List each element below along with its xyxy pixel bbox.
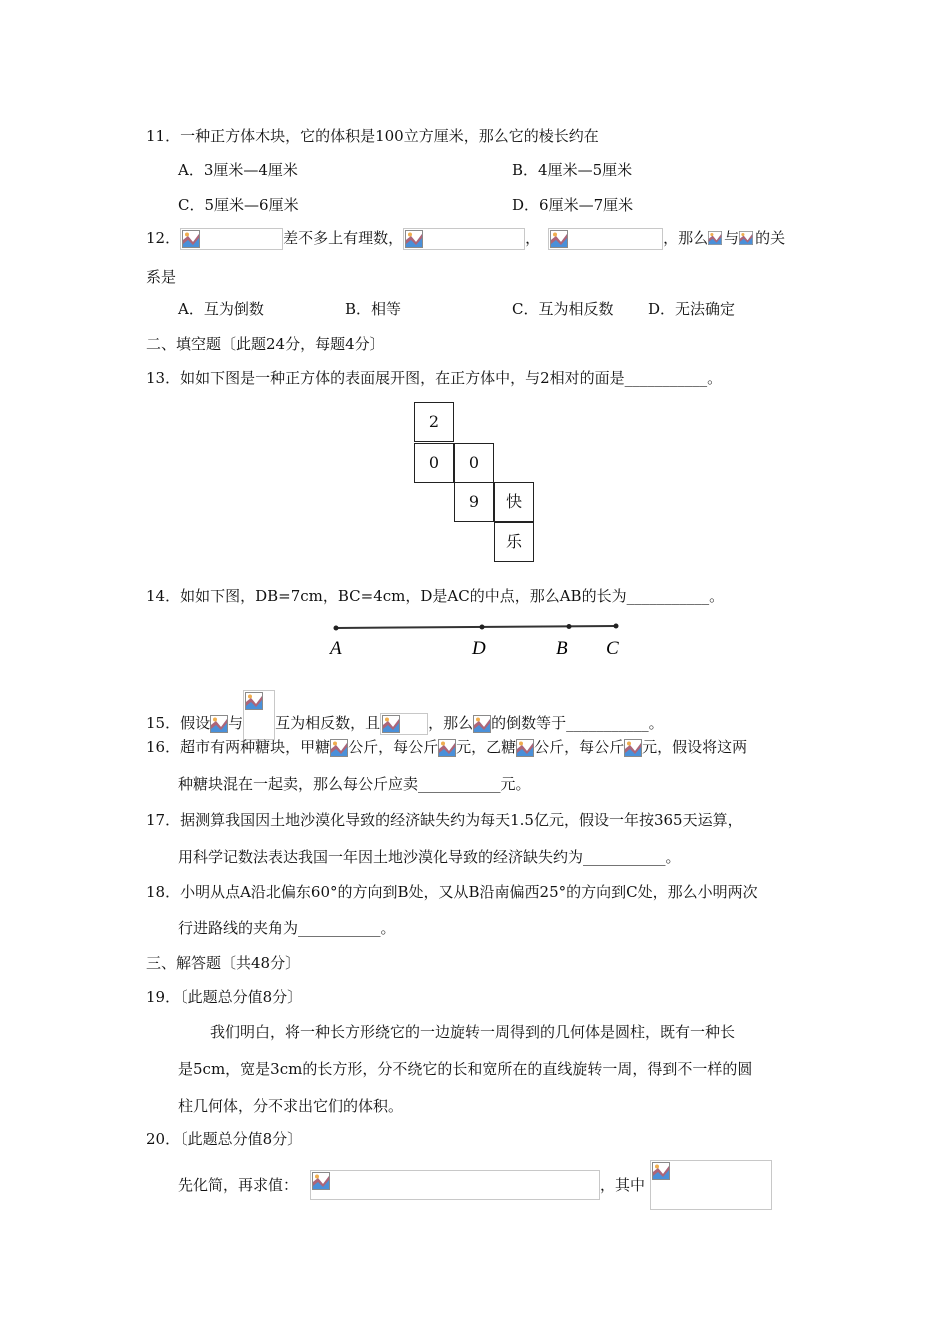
q12-option-b: B．相等 bbox=[345, 300, 402, 318]
q12-option-a: A．互为倒数 bbox=[178, 300, 264, 318]
cube-face: 0 bbox=[454, 443, 494, 483]
q18-line1: 18．小明从点A沿北偏东60°的方向到B处，又从B沿南偏西25°的方向到C处，那么小明两次 bbox=[146, 883, 758, 901]
q12-option-c: C．互为相反数 bbox=[512, 300, 614, 318]
q20-text-2: ，其中 bbox=[600, 1176, 646, 1194]
q16-text: 16．超市有两种糖块，甲糖 bbox=[146, 738, 331, 756]
q15-text: 的倒数等于___________。 bbox=[491, 714, 664, 732]
q11-option-d: D．6厘米—7厘米 bbox=[512, 196, 634, 214]
q12-text: 的关 bbox=[755, 229, 786, 247]
q14-stem: 14．如如下图，DB=7cm，BC=4cm，D是AC的中点，那么AB的长为___________。 bbox=[146, 587, 725, 605]
variable-image-icon bbox=[438, 739, 456, 757]
point-a-label: A bbox=[330, 638, 342, 659]
point-b-label: B bbox=[556, 638, 568, 659]
formula-image-icon bbox=[650, 1160, 772, 1210]
formula-image-icon bbox=[310, 1170, 600, 1200]
cube-face: 快 bbox=[494, 482, 534, 522]
q15-line bbox=[146, 690, 664, 740]
q11-option-c: C．5厘米—6厘米 bbox=[178, 196, 299, 214]
point-d-dot bbox=[480, 625, 485, 630]
variable-image-icon bbox=[330, 739, 348, 757]
q20-text-1: 先化简，再求值： bbox=[178, 1176, 299, 1194]
variable-image-icon bbox=[624, 739, 642, 757]
formula-image-icon bbox=[548, 228, 663, 250]
q11-option-b: B．4厘米—5厘米 bbox=[512, 161, 633, 179]
q20-heading: 20．〔此题总分值8分〕 bbox=[146, 1130, 303, 1148]
cube-face: 0 bbox=[414, 443, 454, 483]
q17-line2: 用科学记数法表达我国一年因土地沙漠化导致的经济缺失约为___________。 bbox=[178, 848, 681, 866]
q12-line2: 系是 bbox=[146, 268, 177, 286]
q12-text: 差不多上有理数， bbox=[283, 229, 404, 247]
cube-net-figure bbox=[414, 402, 538, 562]
variable-image-icon bbox=[739, 231, 755, 247]
q15-text: 15．假设 bbox=[146, 714, 211, 732]
section-3-heading: 三、解答题〔共48分〕 bbox=[146, 954, 301, 972]
q12-line1 bbox=[146, 227, 785, 250]
q15-text: 互为相反数，且 bbox=[275, 714, 381, 732]
q11-stem: 11．一种正方体木块，它的体积是100立方厘米，那么它的棱长约在 bbox=[146, 127, 599, 145]
q12-option-d: D．无法确定 bbox=[648, 300, 736, 318]
q19-line2: 是5cm，宽是3cm的长方形，分不绕它的长和宽所在的直线旋转一周，得到不一样的圆 bbox=[178, 1060, 753, 1078]
q18-line2: 行进路线的夹角为___________。 bbox=[178, 919, 396, 937]
cube-face: 9 bbox=[454, 482, 494, 522]
q12-number: 12． bbox=[146, 229, 181, 247]
formula-image-icon bbox=[243, 690, 275, 740]
q16-text: 公斤，每公斤 bbox=[348, 738, 439, 756]
q16-line1 bbox=[146, 736, 747, 758]
segment-ac bbox=[336, 626, 616, 628]
point-b-dot bbox=[567, 624, 572, 629]
variable-image-icon bbox=[516, 739, 534, 757]
cube-face: 乐 bbox=[494, 522, 534, 562]
formula-image-icon bbox=[380, 713, 428, 735]
q16-line2: 种糖块混在一起卖，那么每公斤应卖___________元。 bbox=[178, 775, 531, 793]
point-c-label: C bbox=[606, 638, 619, 659]
formula-image-icon bbox=[180, 228, 283, 250]
formula-image-icon bbox=[403, 228, 525, 250]
q12-text: ，那么 bbox=[663, 229, 709, 247]
q17-line1: 17．据测算我国因土地沙漠化导致的经济缺失约为每天1.5亿元，假设一年按365天运算， bbox=[146, 811, 743, 829]
q16-text: 元，假设将这两 bbox=[642, 738, 748, 756]
point-c-dot bbox=[614, 624, 619, 629]
q12-text: 与 bbox=[724, 229, 740, 247]
point-a-dot bbox=[334, 626, 339, 631]
q13-stem: 13．如如下图是一种正方体的表面展开图，在正方体中，与2相对的面是___________。 bbox=[146, 369, 723, 387]
cube-face: 2 bbox=[414, 402, 454, 442]
q15-text: ，那么 bbox=[428, 714, 474, 732]
q15-text: 与 bbox=[228, 714, 244, 732]
variable-image-icon bbox=[708, 231, 724, 247]
variable-image-icon bbox=[210, 715, 228, 733]
q19-heading: 19．〔此题总分值8分〕 bbox=[146, 988, 303, 1006]
q16-text: 公斤，每公斤 bbox=[534, 738, 625, 756]
section-2-heading: 二、填空题〔此题24分，每题4分〕 bbox=[146, 335, 385, 353]
q19-line1: 我们明白，将一种长方形绕它的一边旋转一周得到的几何体是圆柱，既有一种长 bbox=[210, 1023, 736, 1041]
q16-text: 元，乙糖 bbox=[456, 738, 517, 756]
point-d-label: D bbox=[472, 638, 486, 659]
q12-text: ， bbox=[525, 229, 541, 247]
q11-option-a: A．3厘米—4厘米 bbox=[178, 161, 298, 179]
q19-line3: 柱几何体，分不求出它们的体积。 bbox=[178, 1097, 404, 1115]
line-segment-figure bbox=[326, 618, 626, 662]
variable-image-icon bbox=[473, 715, 491, 733]
